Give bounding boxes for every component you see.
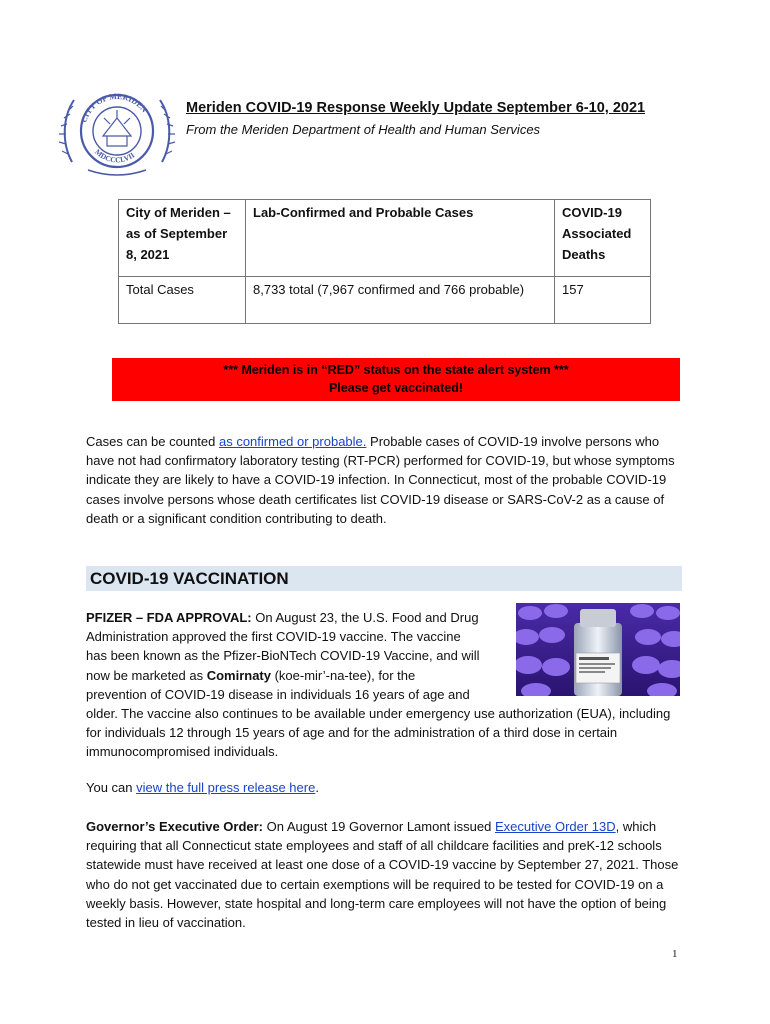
press-release-paragraph <box>86 778 686 797</box>
city-seal-logo <box>58 84 176 180</box>
table-cell-cases: 8,733 total (7,967 confirmed and 766 probable) <box>246 277 555 324</box>
press-text-end: . <box>315 780 319 795</box>
table-header-date: City of Meriden – as of September 8, 2021 <box>119 200 246 277</box>
pfizer-line-3: has been known as the Pfizer-BioNTech COVID-19 Vaccine, and will <box>86 648 480 664</box>
pfizer-line-2: Administration approved the first COVID-19 vaccine. The vaccine <box>86 629 461 645</box>
seal-bottom-text: MDCCCLVII <box>93 147 137 165</box>
intro-text-start: Cases can be counted <box>86 434 219 449</box>
alert-line-2: Please get vaccinated! <box>328 381 464 395</box>
table-cell-deaths: 157 <box>555 277 651 324</box>
seal-top-text: CITY OF MERIDEN <box>79 91 149 124</box>
table-header-cases: Lab-Confirmed and Probable Cases <box>246 200 555 277</box>
pfizer-line-1-text: On August 23, the U.S. Food and Drug <box>251 610 479 625</box>
pfizer-line-1 <box>86 608 686 627</box>
press-text-start: You can <box>86 780 137 795</box>
pfizer-line-5: prevention of COVID-19 disease in individuals 16 years of age and <box>86 686 470 702</box>
governor-text-end: , which requiring that all Connecticut state employees and staff of all childcare facilities and preK-12 schools statewide must have received at least one dose of a COVID-19 vaccine by September 27, 2021. Those who do not get vaccinated due to certain exemptions will be required to be tested for COVID-19 on a weekly basis. However, state hospital and long-term care employees will not have the option of being tested in lieu of vaccination. <box>86 819 679 931</box>
confirmed-probable-link[interactable]: as confirmed or probable. <box>218 434 367 449</box>
brand-name: Comirnaty <box>206 667 271 683</box>
pfizer-line-4-post: (koe-mir’-na-tee), for the <box>270 667 416 683</box>
executive-order-link[interactable]: Executive Order 13D <box>494 819 616 834</box>
pfizer-line-4 <box>86 666 686 685</box>
pfizer-rest: older. The vaccine also continues to be available under emergency use authorization (EUA), including for individuals 12 through 15 years of age and for the administration of a third dose in certain immunocompromised individuals. <box>86 706 671 760</box>
page-subtitle: From the Meriden Department of Health and Human Services <box>186 122 541 137</box>
intro-paragraph <box>86 432 686 528</box>
page-number: 1 <box>672 948 678 960</box>
table-header-deaths: COVID-19 Associated Deaths <box>555 200 651 277</box>
page-title: Meriden COVID-19 Response Weekly Update September 6-10, 2021 <box>186 100 646 116</box>
governor-text-start: On August 19 Governor Lamont issued <box>263 819 495 834</box>
pfizer-line-4-pre: now be marketed as <box>86 667 207 683</box>
table-header-row <box>119 200 651 277</box>
section-heading-vaccination: COVID-19 VACCINATION <box>86 566 682 591</box>
alert-line-1: *** Meriden is in “RED” status on the state alert system *** <box>223 363 569 377</box>
governor-lead: Governor’s Executive Order: <box>86 819 264 834</box>
table-cell-label: Total Cases <box>119 277 246 324</box>
pfizer-paragraph <box>86 608 686 762</box>
intro-text-end: Probable cases of COVID-19 involve persons who have not had confirmatory laboratory testing (RT-PCR) performed for COVID-19, but whose symptoms indicate they are likely to have a COVID-19 infection. In Connecticut, most of the probable COVID-19 cases involve persons whose death certificates list COVID-19 disease or SARS-CoV-2 as a cause of death or a significant condition contributing to death. <box>86 434 675 526</box>
governor-order-paragraph <box>86 817 686 932</box>
press-release-link[interactable]: view the full press release here <box>136 780 316 795</box>
pfizer-lead: PFIZER – FDA APPROVAL: <box>86 610 252 625</box>
table-row <box>119 277 651 324</box>
case-stats-table <box>118 199 651 324</box>
red-alert-banner <box>112 358 680 401</box>
